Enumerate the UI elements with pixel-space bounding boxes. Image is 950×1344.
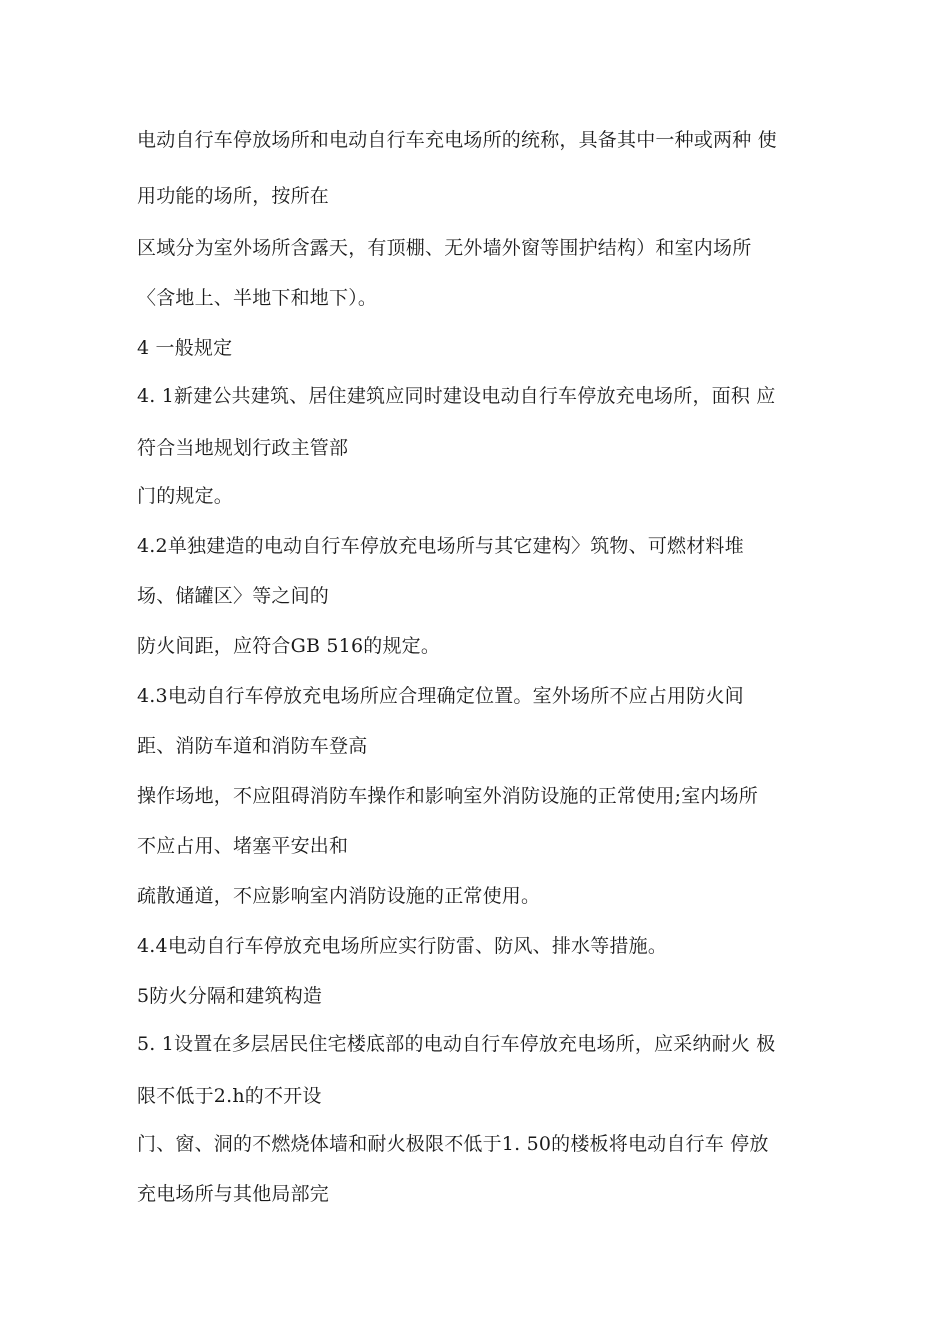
text-line: 门、窗、洞的不燃烧体墙和耐火极限不低于1. 50的楼板将电动自行车 停放 <box>137 1133 769 1155</box>
text-line: 距、消防车道和消防车登高 <box>137 735 368 757</box>
text-line: 4.2单独建造的电动自行车停放充电场所与其它建构〉筑物、可燃材料堆 <box>137 535 744 557</box>
section-heading: 5防火分隔和建筑构造 <box>137 985 323 1007</box>
section-heading: 4 一般规定 <box>137 337 233 359</box>
text-line: 区域分为室外场所含露天，有顶棚、无外墙外窗等围护结构）和室内场所 <box>137 237 752 259</box>
text-line: 符合当地规划行政主管部 <box>137 437 349 459</box>
text-line: 场、储罐区〉等之间的 <box>137 585 330 607</box>
text-line: 用功能的场所，按所在 <box>137 185 330 207</box>
text-line: 4.4电动自行车停放充电场所应实行防雷、防风、排水等措施。 <box>137 935 668 957</box>
text-line: 〈含地上、半地下和地下）。 <box>137 287 378 309</box>
text-line: 疏散通道，不应影响室内消防设施的正常使用。 <box>137 885 541 907</box>
text-line: 电动自行车停放场所和电动自行车充电场所的统称，具备其中一种或两种 使 <box>137 129 777 151</box>
text-line: 限不低于2.h的不开设 <box>137 1085 322 1107</box>
text-line: 4. 1新建公共建筑、居住建筑应同时建设电动自行车停放充电场所，面积 应 <box>137 385 776 407</box>
text-line: 防火间距，应符合GB 516的规定。 <box>137 635 441 657</box>
text-line: 4.3电动自行车停放充电场所应合理确定位置。室外场所不应占用防火间 <box>137 685 744 707</box>
text-line: 门的规定。 <box>137 485 234 507</box>
text-line: 5. 1设置在多层居民住宅楼底部的电动自行车停放充电场所，应采纳耐火 极 <box>137 1033 776 1055</box>
text-line: 充电场所与其他局部完 <box>137 1183 330 1205</box>
text-line: 不应占用、堵塞平安出和 <box>137 835 349 857</box>
text-line: 操作场地，不应阻碍消防车操作和影响室外消防设施的正常使用;室内场所 <box>137 785 759 807</box>
